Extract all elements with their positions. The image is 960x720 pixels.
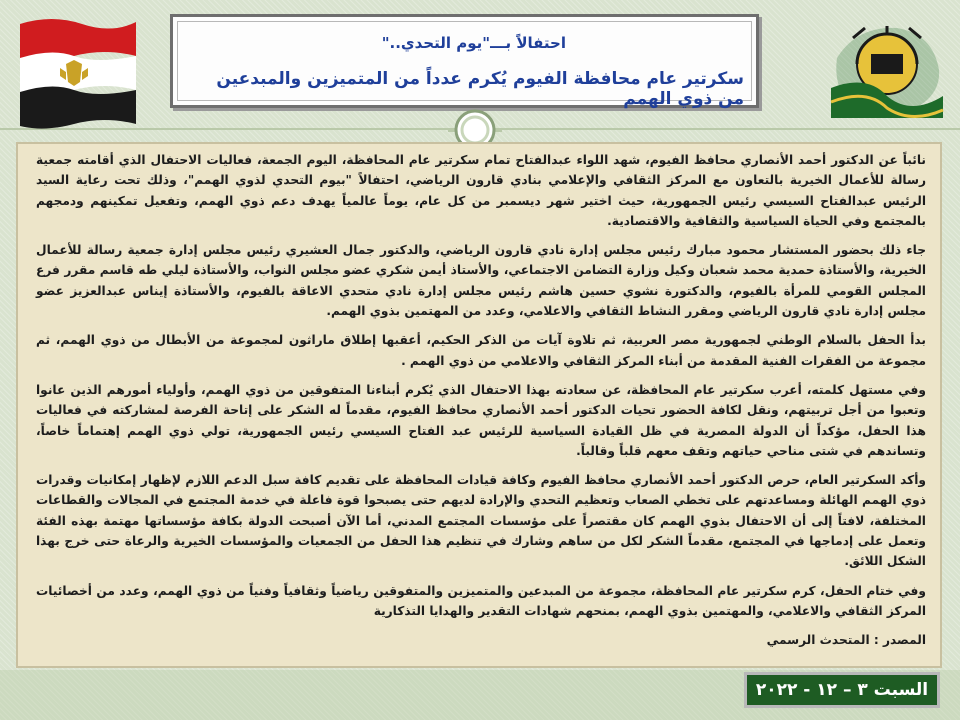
headline: سكرتير عام محافظة الفيوم يُكرم عدداً من المتميزين والمبدعين من ذوي الهمم [216, 69, 744, 109]
article-paragraph-1: نائباً عن الدكتور أحمد الأنصاري محافظ الفيوم، شهد اللواء عبدالفتاح تمام سكرتير عام المحافظة، اليوم الجمعة، فعاليات الاحتفال الذي أقامته جمعية رسالة للأعمال الخيرية بالتعاون مع المركز الثقافي والإعلامي بنادي قارون الرياضي، احتفالاً "بيوم التحدي لذوي الهمم"، وذلك تحت رعاية السيد الرئيس عبدالفتاح السيسي رئيس الجمهورية، حيث اختير شهر ديسمبر من كل عام، يوماً عالمياً يهدف دعم ذوي الهمم، وتفعيل تمكينهم ودمجهم بالمجتمع وفي الحياة السياسية والثقافية والاقتصادية. [36, 153, 926, 228]
article-paragraph-3: بدأ الحفل بالسلام الوطني لجمهورية مصر العربية، ثم تلاوة آيات من الذكر الحكيم، أعقبها إطلاق ماراثون لمجموعة من الأبطال من ذوي الهمم، ثم مجموعة من الفقرات الفنية المقدمة من أبناء المركز الثقافي والاعلامي من ذوي الهمم . [36, 333, 926, 368]
article-body [36, 150, 926, 660]
title-box [170, 14, 759, 108]
article-source: المصدر : المتحدث الرسمي [766, 633, 926, 648]
date-text: السبت ٣ – ١٢ - ٢٠٢٢ [755, 680, 929, 700]
article-paragraph-4: وفي مستهل كلمته، أعرب سكرتير عام المحافظة، عن سعادته بهذا الاحتفال الذي يُكرم أبناءنا المتفوقين من ذوي الهمم، وأولياء أمورهم الذين عانوا وتعبوا من أجل تربيتهم، ونقل لكافة الحضور تحيات الدكتور أحمد الأنصاري محافظ الفيوم، مقدماً له الشكر على إتاحة الفرصة لمشاركته في فعاليات هذا الحفل، مؤكداً أن الدولة المصرية في ظل القيادة السياسية للرئيس عبد الفتاح السيسي رئيس الجمهورية، تولي ذوي الهمم إهتماماً خاصاً، وتساندهم في شتى مناحي حياتهم وتقف معهم قلباً وقالباً. [36, 382, 926, 458]
fayoum-governorate-logo-icon [827, 18, 945, 122]
article-paragraph-6: وفي ختام الحفل، كرم سكرتير عام المحافظة، مجموعة من المبدعين والمتميزين والمتفوقين رياضياً وثقافياً وفنياً من ذوي الهمم، وعدد من أخصائيات المركز الثقافي والاعلامي، والمهتمين بذوي الهمم، بمنحهم شهادات التقدير والهدايا التذكارية [36, 583, 926, 618]
article-paragraph-5: وأكد السكرتير العام، حرص الدكتور أحمد الأنصاري محافظ الفيوم وكافة قيادات المحافظة على تقديم كافة سبل الدعم اللازم لإظهار إمكانيات وقدرات ذوي الهمم الهائلة ومساعدتهم على تخطي الصعاب وتعظيم التحدي والإرادة لديهم حتى يصبحوا قوة فاعلة في خدمة المجتمع في المجالات والقطاعات المختلفة، لافتاً إلى أن الاحتفال بذوي الهمم كان مقتصراً على مؤسسات المجتمع المدني، أما الآن أصبحت الدولة بكافة مؤسساتها مهتمة بهذه الفئة وتعمل على إدماجها في المجتمع، مقدماً الشكر لكل من ساهم وشارك في تنظيم هذا الحفل من الجمعيات والمؤسسات الخيرية والرعاة حتى خرج بهذا الشكل اللائق. [36, 473, 926, 569]
article-paragraph-2: جاء ذلك بحضور المستشار محمود مبارك رئيس مجلس إدارة نادي قارون الرياضي، والدكتور جمال العشيري رئيس مجلس إدارة جمعية رسالة للأعمال الخيرية، والأستاذة حمدية محمد شعبان وكيل وزارة التضامن الاجتماعي، والأستاذ أيمن شكري عضو مجلس النواب، والأستاذة ليلي طه قاسم مقرر فرع المجلس القومي للمرأة بالفيوم، والدكتورة نشوي حسين هاشم رئيس مجلس إدارة نادي متحدي الاعاقة بالفيوم، والأستاذة إيناس عبدالعزيز عضو مجلس إدارة نادي قارون الرياضي ومقرر النشاط الثقافي والاعلامي، وعدد من المهتمين بذوي الهمم. [36, 243, 926, 319]
article-panel [16, 142, 942, 668]
date-badge [744, 672, 940, 708]
egypt-flag-icon [12, 10, 142, 130]
headline-kicker: احتفالاً بـــ"يوم التحدي.." [381, 34, 566, 52]
